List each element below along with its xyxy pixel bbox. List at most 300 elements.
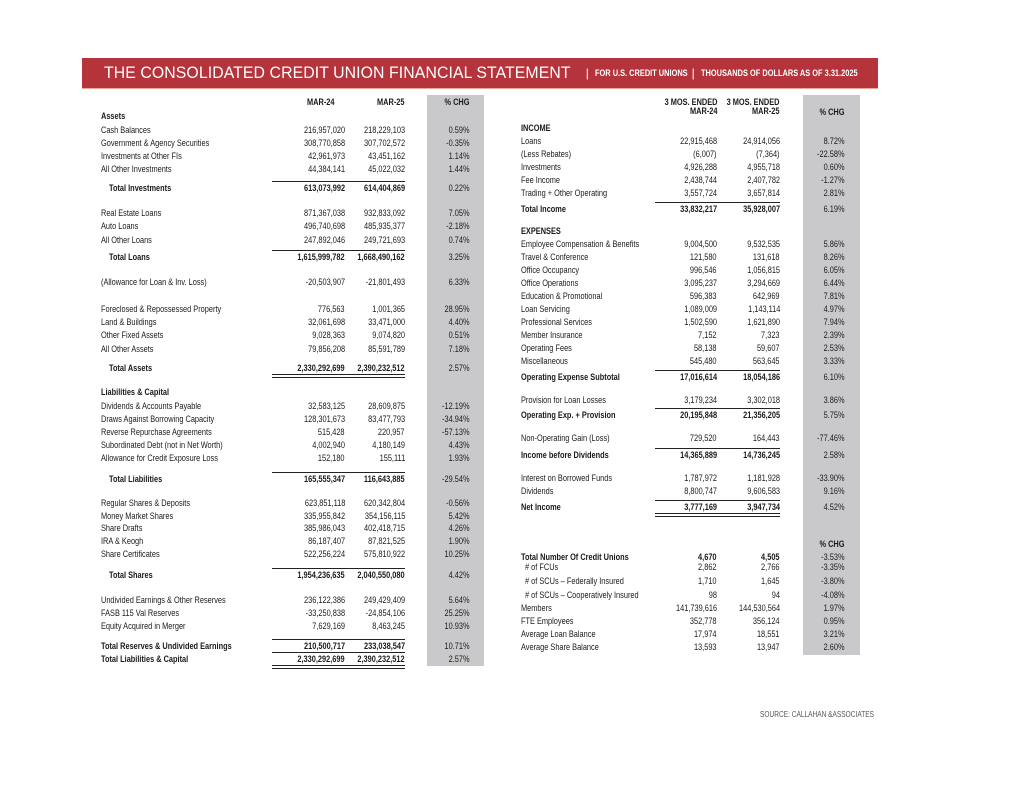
value-mar25: 83,477,793 xyxy=(368,414,405,424)
pct-change: 6.10% xyxy=(824,372,845,382)
row-label: # of SCUs – Federally Insured xyxy=(525,576,624,586)
row-label: IRA & Keogh xyxy=(101,536,144,546)
row-label: Education & Promotional xyxy=(521,291,603,301)
value-mar24: 79,856,208 xyxy=(308,344,345,354)
value-mar24: 17,974 xyxy=(694,629,717,639)
pct-change: 5.86% xyxy=(824,239,845,249)
pct-change: 2.58% xyxy=(824,450,845,460)
row-label: Total Income xyxy=(521,204,566,214)
value-mar25: 220,957 xyxy=(378,427,405,437)
value-mar24: 8,800,747 xyxy=(684,486,717,496)
total-rule xyxy=(655,202,780,203)
row-label: Share Drafts xyxy=(101,523,143,533)
row-label: EXPENSES xyxy=(521,226,561,236)
row-label: Employee Compensation & Benefits xyxy=(521,239,640,249)
row-label: All Other Loans xyxy=(101,235,152,245)
pct-change: 0.59% xyxy=(449,125,470,135)
value-mar24: 22,915,468 xyxy=(680,136,717,146)
table-row xyxy=(0,264,1024,277)
table-row xyxy=(0,394,1024,407)
value-mar24: -20,503,907 xyxy=(305,277,345,287)
table-row xyxy=(0,303,1024,316)
value-mar24: 4,670 xyxy=(698,552,717,562)
value-mar24: 308,770,858 xyxy=(303,138,345,148)
pct-change: 2.53% xyxy=(824,343,845,353)
value-mar25: 144,530,564 xyxy=(738,603,780,613)
value-mar24: 247,892,046 xyxy=(303,235,345,245)
value-mar25: 1,143,114 xyxy=(747,304,780,314)
row-label: Total Assets xyxy=(109,363,153,373)
pct-change: 6.05% xyxy=(824,265,845,275)
value-mar25: 7,323 xyxy=(761,330,780,340)
value-mar25: 402,418,715 xyxy=(363,523,405,533)
value-mar25: 3,302,018 xyxy=(747,395,780,405)
pct-change: 1.97% xyxy=(824,603,845,613)
value-mar24: 17,016,614 xyxy=(680,372,717,382)
value-mar25: 14,736,245 xyxy=(743,450,780,460)
pct-change: 7.05% xyxy=(449,208,470,218)
value-mar25: 485,935,377 xyxy=(363,221,405,231)
value-mar24: 1,502,590 xyxy=(684,317,717,327)
pct-change: 5.64% xyxy=(449,595,470,605)
pct-change: 3.21% xyxy=(824,629,845,639)
table-row xyxy=(0,290,1024,303)
pct-change: 0.95% xyxy=(824,616,845,626)
pct-change: 4.52% xyxy=(824,502,845,512)
pct-change: -33.90% xyxy=(817,473,845,483)
value-mar24: 86,187,407 xyxy=(308,536,345,546)
total-rule xyxy=(655,408,780,409)
pct-change: 8.26% xyxy=(824,252,845,262)
total-row xyxy=(0,449,1024,462)
value-mar25: 3,294,669 xyxy=(747,278,780,288)
table-row xyxy=(0,277,1024,290)
row-label: Auto Loans xyxy=(101,221,139,231)
value-mar24: 98 xyxy=(708,590,717,600)
row-label: Regular Shares & Deposits xyxy=(101,498,191,508)
col-header-mar24: MAR-24 xyxy=(307,97,335,107)
table-row xyxy=(0,472,1024,485)
value-mar25: 59,607 xyxy=(757,343,780,353)
value-mar24: 335,955,842 xyxy=(303,511,345,521)
pct-change: 3.33% xyxy=(824,356,845,366)
pct-change: 6.44% xyxy=(824,278,845,288)
value-mar24: 623,851,118 xyxy=(304,498,345,508)
value-mar25: 218,229,103 xyxy=(363,125,405,135)
pct-change: 7.94% xyxy=(824,317,845,327)
row-label: Professional Services xyxy=(521,317,592,327)
total-row xyxy=(0,653,1024,666)
pct-change: -1.27% xyxy=(821,175,845,185)
pct-change: 4.40% xyxy=(449,317,470,327)
table-row xyxy=(0,561,1024,574)
col-header-3mo-mar25: 3 MOS. ENDED MAR-25 xyxy=(727,97,780,116)
value-mar25: 9,532,535 xyxy=(747,239,780,249)
value-mar24: 216,957,020 xyxy=(303,125,345,135)
value-mar25: 1,668,490,162 xyxy=(357,252,405,262)
value-mar25: 45,022,032 xyxy=(368,164,405,174)
pct-change: 8.72% xyxy=(824,136,845,146)
pct-change: 0.22% xyxy=(449,183,470,193)
table-row xyxy=(0,148,1024,161)
pct-change: 0.51% xyxy=(449,330,470,340)
pct-change: -12.19% xyxy=(442,401,470,411)
pct-change: 4.42% xyxy=(449,570,470,580)
row-label: Loan Servicing xyxy=(521,304,570,314)
row-label: Total Liabilities & Capital xyxy=(101,654,189,664)
table-row xyxy=(0,615,1024,628)
value-mar25: 4,955,718 xyxy=(747,162,780,172)
value-mar25: 614,404,869 xyxy=(363,183,405,193)
row-label: Fee Income xyxy=(521,175,560,185)
row-label: Travel & Conference xyxy=(521,252,589,262)
value-mar25: 1,181,928 xyxy=(747,473,780,483)
row-label: Interest on Borrowed Funds xyxy=(521,473,613,483)
value-mar25: 2,407,782 xyxy=(747,175,780,185)
total-rule xyxy=(655,370,780,371)
pct-change: 2.81% xyxy=(824,188,845,198)
value-mar25: 18,551 xyxy=(757,629,780,639)
table-row xyxy=(0,342,1024,355)
value-mar24: 613,073,992 xyxy=(303,183,345,193)
table-row xyxy=(0,238,1024,251)
row-label: Total Liabilities xyxy=(109,474,163,484)
row-label: Operating Expense Subtotal xyxy=(521,372,620,382)
value-mar24: 515,428 xyxy=(318,427,345,437)
pct-change: 25.25% xyxy=(444,608,470,618)
row-label: Government & Agency Securities xyxy=(101,138,210,148)
row-label: Undivided Earnings & Other Reserves xyxy=(101,595,226,605)
row-label: # of SCUs – Cooperatively Insured xyxy=(525,590,639,600)
row-label: Member Insurance xyxy=(521,330,583,340)
pct-change: -2.18% xyxy=(446,221,470,231)
table-row xyxy=(0,628,1024,641)
pct-change: 10.25% xyxy=(444,549,470,559)
row-label: Dividends xyxy=(521,486,554,496)
col-header-pct-chg: % CHG xyxy=(444,97,470,107)
table-row xyxy=(0,485,1024,498)
value-mar24: 776,563 xyxy=(318,304,345,314)
value-mar24: 352,778 xyxy=(690,616,717,626)
value-mar25: 85,591,789 xyxy=(368,344,405,354)
value-mar25: 620,342,804 xyxy=(363,498,405,508)
value-mar24: 14,365,889 xyxy=(680,450,717,460)
row-label: Foreclosed & Repossessed Property xyxy=(101,304,222,314)
value-mar25: 9,606,583 xyxy=(747,486,780,496)
value-mar24: -33,250,838 xyxy=(305,608,345,618)
value-mar25: 4,180,149 xyxy=(372,440,405,450)
value-mar25: 249,429,409 xyxy=(363,595,405,605)
pct-change: 9.16% xyxy=(824,486,845,496)
table-row xyxy=(0,135,1024,148)
value-mar24: 4,926,288 xyxy=(684,162,717,172)
section-heading xyxy=(0,122,1024,135)
value-mar24: 385,986,043 xyxy=(303,523,345,533)
value-mar25: 87,821,525 xyxy=(368,536,405,546)
value-mar24: 1,710 xyxy=(698,576,717,586)
value-mar24: 871,367,038 xyxy=(303,208,345,218)
value-mar24: 3,557,724 xyxy=(684,188,717,198)
pct-change: 4.97% xyxy=(824,304,845,314)
row-label: Investments xyxy=(521,162,561,172)
value-mar24: 152,180 xyxy=(318,453,345,463)
value-mar25: 4,505 xyxy=(761,552,780,562)
row-label: Land & Buildings xyxy=(101,317,157,327)
value-mar24: 1,089,009 xyxy=(684,304,717,314)
row-label: Net Income xyxy=(521,502,561,512)
value-mar24: 121,580 xyxy=(690,252,717,262)
table-row xyxy=(0,432,1024,445)
row-label: Non-Operating Gain (Loss) xyxy=(521,433,610,443)
row-label: All Other Investments xyxy=(101,164,172,174)
value-mar24: 1,615,999,782 xyxy=(297,252,345,262)
pct-change: 1.93% xyxy=(449,453,470,463)
source-note: SOURCE: CALLAHAN &ASSOCIATES xyxy=(760,710,874,719)
value-mar25: 642,969 xyxy=(753,291,780,301)
row-label: # of FCUs xyxy=(525,562,559,572)
value-mar25: 1,621,890 xyxy=(747,317,780,327)
value-mar25: 131,618 xyxy=(753,252,780,262)
value-mar25: 356,124 xyxy=(753,616,780,626)
value-mar25: 575,810,922 xyxy=(363,549,405,559)
row-label: Draws Against Borrowing Capacity xyxy=(101,414,215,424)
row-label: Total Investments xyxy=(109,183,172,193)
pct-change: 1.44% xyxy=(449,164,470,174)
pct-change: 2.57% xyxy=(449,363,470,373)
value-mar24: (6,007) xyxy=(693,149,717,159)
pct-change: 4.26% xyxy=(449,523,470,533)
total-row xyxy=(0,371,1024,384)
table-row xyxy=(0,187,1024,200)
value-mar25: 24,914,056 xyxy=(743,136,780,146)
value-mar25: 2,766 xyxy=(761,562,780,572)
value-mar24: 33,832,217 xyxy=(680,204,717,214)
table-row xyxy=(0,535,1024,548)
value-mar24: 545,480 xyxy=(690,356,717,366)
row-label: Members xyxy=(521,603,552,613)
value-mar24: 32,583,125 xyxy=(308,401,345,411)
value-mar24: 9,004,500 xyxy=(684,239,717,249)
value-mar24: 13,593 xyxy=(694,642,717,652)
row-label: INCOME xyxy=(521,123,551,133)
row-label: FASB 115 Val Reserves xyxy=(101,608,180,618)
value-mar24: 236,122,386 xyxy=(303,595,345,605)
value-mar24: 58,138 xyxy=(694,343,717,353)
row-label: Reverse Repurchase Agreements xyxy=(101,427,212,437)
row-label: FTE Employees xyxy=(521,616,574,626)
table-row xyxy=(0,575,1024,588)
pct-change: 1.90% xyxy=(449,536,470,546)
banner-subtitle-units: THOUSANDS OF DOLLARS AS OF 3.31.2025 xyxy=(700,67,858,79)
row-label: Cash Balances xyxy=(101,125,151,135)
pct-change: -29.54% xyxy=(442,474,470,484)
value-mar24: 2,862 xyxy=(698,562,717,572)
row-label: Average Share Balance xyxy=(521,642,599,652)
pct-change: 7.81% xyxy=(824,291,845,301)
pct-change: 10.71% xyxy=(444,641,470,651)
value-mar25: -24,854,106 xyxy=(365,608,405,618)
row-label: Money Market Shares xyxy=(101,511,174,521)
value-mar24: 4,002,940 xyxy=(312,440,345,450)
value-mar25: 307,702,572 xyxy=(363,138,405,148)
value-mar25: 1,645 xyxy=(761,576,780,586)
row-label: Subordinated Debt (not in Net Worth) xyxy=(101,440,223,450)
double-underline xyxy=(272,665,405,669)
banner-separator: | xyxy=(585,66,589,80)
value-mar25: 9,074,820 xyxy=(372,330,405,340)
pct-change: -34.94% xyxy=(442,414,470,424)
row-label: Other Fixed Assets xyxy=(101,330,164,340)
value-mar24: 3,095,237 xyxy=(684,278,717,288)
value-mar25: 2,390,232,512 xyxy=(357,363,405,373)
banner-subtitles xyxy=(580,66,902,80)
value-mar25: -21,801,493 xyxy=(365,277,405,287)
value-mar25: 116,643,885 xyxy=(364,474,405,484)
table-row xyxy=(0,355,1024,368)
table-row xyxy=(0,522,1024,535)
value-mar24: 7,629,169 xyxy=(312,621,345,631)
table-row xyxy=(0,174,1024,187)
pct-change: 2.60% xyxy=(824,642,845,652)
pct-change: 5.75% xyxy=(824,410,845,420)
row-label: Operating Exp. + Provision xyxy=(521,410,616,420)
pct-change: -0.35% xyxy=(446,138,470,148)
page-title: THE CONSOLIDATED CREDIT UNION FINANCIAL STATEMENT xyxy=(104,63,571,82)
value-mar24: 20,195,848 xyxy=(680,410,717,420)
pct-change: -3.35% xyxy=(821,562,845,572)
value-mar25: 33,471,000 xyxy=(368,317,405,327)
value-mar24: 44,384,141 xyxy=(308,164,345,174)
pct-change: 0.74% xyxy=(449,235,470,245)
value-mar25: 13,947 xyxy=(757,642,780,652)
pct-change: 0.60% xyxy=(824,162,845,172)
value-mar25: 43,451,162 xyxy=(368,151,405,161)
value-mar25: 249,721,693 xyxy=(363,235,405,245)
row-label: Miscellaneous xyxy=(521,356,568,366)
pct-change: 6.33% xyxy=(449,277,470,287)
value-mar24: 141,739,616 xyxy=(675,603,717,613)
table-row xyxy=(0,161,1024,174)
value-mar24: 1,954,236,635 xyxy=(297,570,345,580)
table-row xyxy=(0,641,1024,654)
value-mar24: 42,961,973 xyxy=(308,151,345,161)
pct-change: -0.56% xyxy=(446,498,470,508)
value-mar24: 1,787,972 xyxy=(684,473,717,483)
value-mar25: 3,657,814 xyxy=(747,188,780,198)
row-label: Provision for Loan Losses xyxy=(521,395,606,405)
row-label: Allowance for Credit Exposure Loss xyxy=(101,453,218,463)
total-row xyxy=(0,409,1024,422)
banner-separator: | xyxy=(691,66,695,80)
row-label: All Other Assets xyxy=(101,344,154,354)
value-mar25: 1,056,815 xyxy=(747,265,780,275)
pct-change: 6.19% xyxy=(824,204,845,214)
total-rule xyxy=(655,500,780,501)
value-mar25: 563,645 xyxy=(753,356,780,366)
row-label: Income before Dividends xyxy=(521,450,609,460)
row-label: Liabilities & Capital xyxy=(101,387,170,397)
row-label: Loans xyxy=(521,136,542,146)
col-header-income-pct-chg: % CHG xyxy=(819,107,845,117)
value-mar24: 9,028,363 xyxy=(312,330,345,340)
row-label: Office Occupancy xyxy=(521,265,580,275)
pct-change: 5.42% xyxy=(449,511,470,521)
value-mar25: 2,390,232,512 xyxy=(357,654,405,664)
pct-change: 7.18% xyxy=(449,344,470,354)
pct-change: -77.46% xyxy=(817,433,845,443)
value-mar24: 522,256,224 xyxy=(303,549,345,559)
row-label: Total Number Of Credit Unions xyxy=(521,552,629,562)
double-underline xyxy=(655,513,780,517)
pct-change: 10.93% xyxy=(444,621,470,631)
pct-change: -3.80% xyxy=(821,576,845,586)
pct-change: -57.13% xyxy=(442,427,470,437)
row-label: Dividends & Accounts Payable xyxy=(101,401,202,411)
section-heading xyxy=(0,225,1024,238)
value-mar24: 3,777,169 xyxy=(684,502,717,512)
value-mar25: 8,463,245 xyxy=(372,621,405,631)
banner-subtitle-scope: FOR U.S. CREDIT UNIONS xyxy=(594,67,688,79)
pct-change: -4.08% xyxy=(821,590,845,600)
value-mar24: 210,500,717 xyxy=(303,641,345,651)
value-mar24: 2,330,292,699 xyxy=(297,654,345,664)
row-label: Total Loans xyxy=(109,252,150,262)
table-row xyxy=(0,316,1024,329)
table-row xyxy=(0,251,1024,264)
value-mar25: 18,054,186 xyxy=(743,372,780,382)
pct-change: 4.43% xyxy=(449,440,470,450)
pct-change: -3.53% xyxy=(821,552,845,562)
table-row xyxy=(0,329,1024,342)
col-header-mar25: MAR-25 xyxy=(377,97,405,107)
value-mar24: 32,061,698 xyxy=(308,317,345,327)
row-label: Total Reserves & Undivided Earnings xyxy=(101,641,232,651)
value-mar24: 729,520 xyxy=(690,433,717,443)
value-mar24: 165,555,347 xyxy=(303,474,345,484)
value-mar25: 1,001,365 xyxy=(372,304,405,314)
value-mar25: 28,609,875 xyxy=(368,401,405,411)
table-row xyxy=(0,602,1024,615)
row-label: Investments at Other FIs xyxy=(101,151,182,161)
row-label: Operating Fees xyxy=(521,343,572,353)
title-banner xyxy=(82,58,878,89)
value-mar25: (7,364) xyxy=(756,149,780,159)
value-mar25: 932,833,092 xyxy=(363,208,405,218)
value-mar24: 2,438,744 xyxy=(684,175,717,185)
row-label: Average Loan Balance xyxy=(521,629,596,639)
value-mar25: 164,443 xyxy=(753,433,780,443)
value-mar24: 596,383 xyxy=(690,291,717,301)
row-label: (Less Rebates) xyxy=(521,149,572,159)
value-mar25: 3,947,734 xyxy=(747,502,780,512)
pct-change: -22.58% xyxy=(817,149,845,159)
row-label: (Allowance for Loan & Inv. Loss) xyxy=(101,277,207,287)
total-rule xyxy=(655,448,780,449)
value-mar25: 354,156,115 xyxy=(364,511,405,521)
col-header-3mo-mar24: 3 MOS. ENDED MAR-24 xyxy=(665,97,718,116)
row-label: Total Shares xyxy=(109,570,153,580)
pct-change: 28.95% xyxy=(444,304,470,314)
row-label: Office Operations xyxy=(521,278,579,288)
stats-pct-chg-header: % CHG xyxy=(819,539,845,549)
pct-change: 2.57% xyxy=(449,654,470,664)
table-row xyxy=(0,589,1024,602)
value-mar24: 996,546 xyxy=(690,265,717,275)
row-label: Real Estate Loans xyxy=(101,208,162,218)
value-mar24: 7,152 xyxy=(698,330,717,340)
value-mar25: 155,111 xyxy=(379,453,405,463)
value-mar25: 2,040,550,080 xyxy=(357,570,405,580)
